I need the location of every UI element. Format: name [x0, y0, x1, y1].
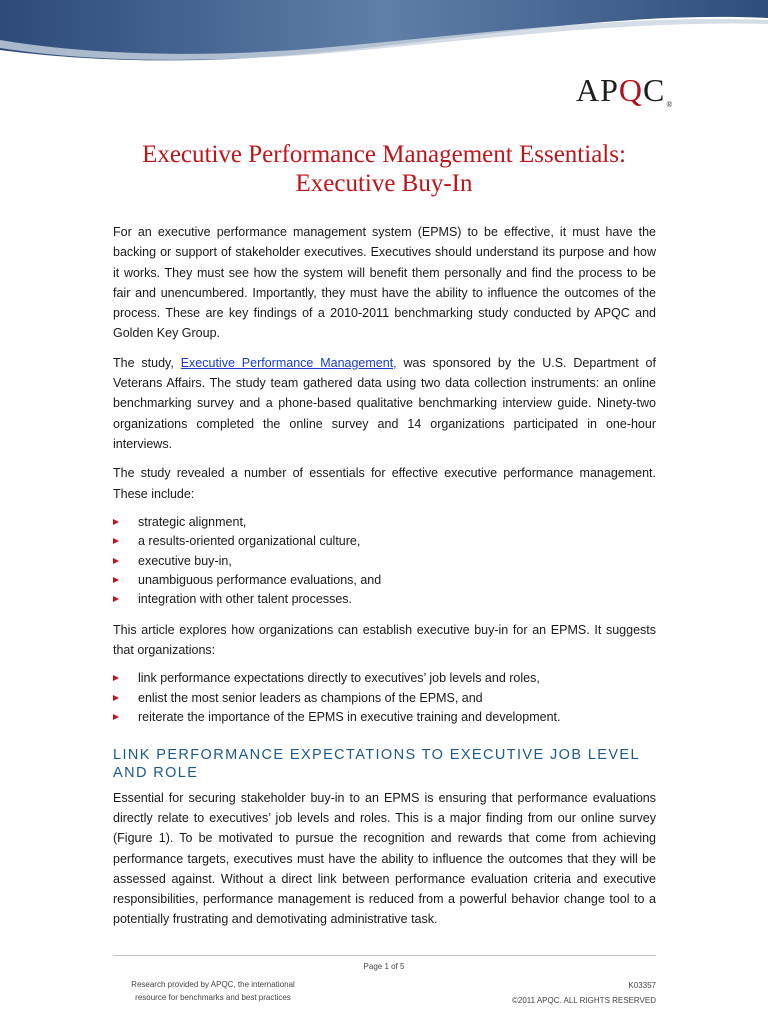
footer-credit: Research provided by APQC, the international resource for benchmarks and best practices: [131, 980, 295, 1002]
list-item: executive buy-in,: [113, 552, 656, 571]
copyright: ©2011 APQC. ALL RIGHTS RESERVED: [511, 996, 656, 1005]
intro-paragraph: For an executive performance management system (EPMS) to be effective, it must have the backing or support of stakeholder executives. Executives should understand its purpose and how it works. They must see how the system will benefit them personally and find the process to be fair and unencumbered. Importantly, they must have the ability to influence the outcomes of the process. These are key findings of a 2010-2011 benchmarking study conducted by APQC and Golden Key Group.: [113, 225, 656, 341]
list-item: enlist the most senior leaders as champions of the EPMS, and: [113, 689, 656, 708]
study-paragraph: The study, Executive Performance Management, was sponsored by the U.S. Department of Veterans Affairs. The study team gathered data using two data collection instruments: an online benchmarking survey and a phone-based qualitative benchmarking interview guide. Ninety-two organizations completed the online survey and 14 organizations participated in one-hour interviews.: [113, 355, 656, 451]
essentials-list: [113, 513, 656, 610]
header-banner: [0, 0, 768, 70]
footer-divider: [113, 955, 656, 956]
title-line-1: Executive Performance Management Essentials:: [142, 141, 626, 168]
list-item: link performance expectations directly to executives’ job levels and roles,: [113, 669, 656, 688]
list-item: reiterate the importance of the EPMS in executive training and development.: [113, 708, 656, 727]
essentials-paragraph: The study revealed a number of essentials for effective executive performance management. These include:: [113, 466, 656, 501]
list-item: integration with other talent processes.: [113, 590, 656, 609]
page-number: Page 1 of 5: [363, 962, 405, 971]
recommendations-list: [113, 669, 656, 727]
list-item: unambiguous performance evaluations, and: [113, 571, 656, 590]
article-body: [113, 222, 656, 939]
study-link[interactable]: Executive Performance Management,: [180, 355, 397, 370]
section-heading: LINK PERFORMANCE EXPECTATIONS TO EXECUTIVE JOB LEVEL AND ROLE: [113, 746, 640, 781]
footer-right: [512, 978, 656, 1008]
section-paragraph: Essential for securing stakeholder buy-in to an EPMS is ensuring that performance evaluations directly relate to executives’ job levels and roles. This is a major finding from our online survey (Figure 1). To be motivated to pursue the recognition and rewards that come from achieving performance targets, executives must have the ability to influence the outcomes that they will be assessed against. Without a direct link between performance evaluation criteria and executive responsibilities, performance management is reduced from a powerful behavior change tool to a potentially frustrating and demotivating administrative task.: [113, 790, 656, 927]
document-title: [0, 140, 768, 198]
list-item: a results-oriented organizational culture,: [113, 532, 656, 551]
title-line-2: Executive Buy-In: [295, 170, 473, 197]
apqc-logo: APQC®: [576, 72, 674, 109]
list-item: strategic alignment,: [113, 513, 656, 532]
document-code: K03357: [628, 981, 656, 990]
article-scope-paragraph: This article explores how organizations can establish executive buy-in for an EPMS. It suggests that organizations:: [113, 622, 656, 658]
